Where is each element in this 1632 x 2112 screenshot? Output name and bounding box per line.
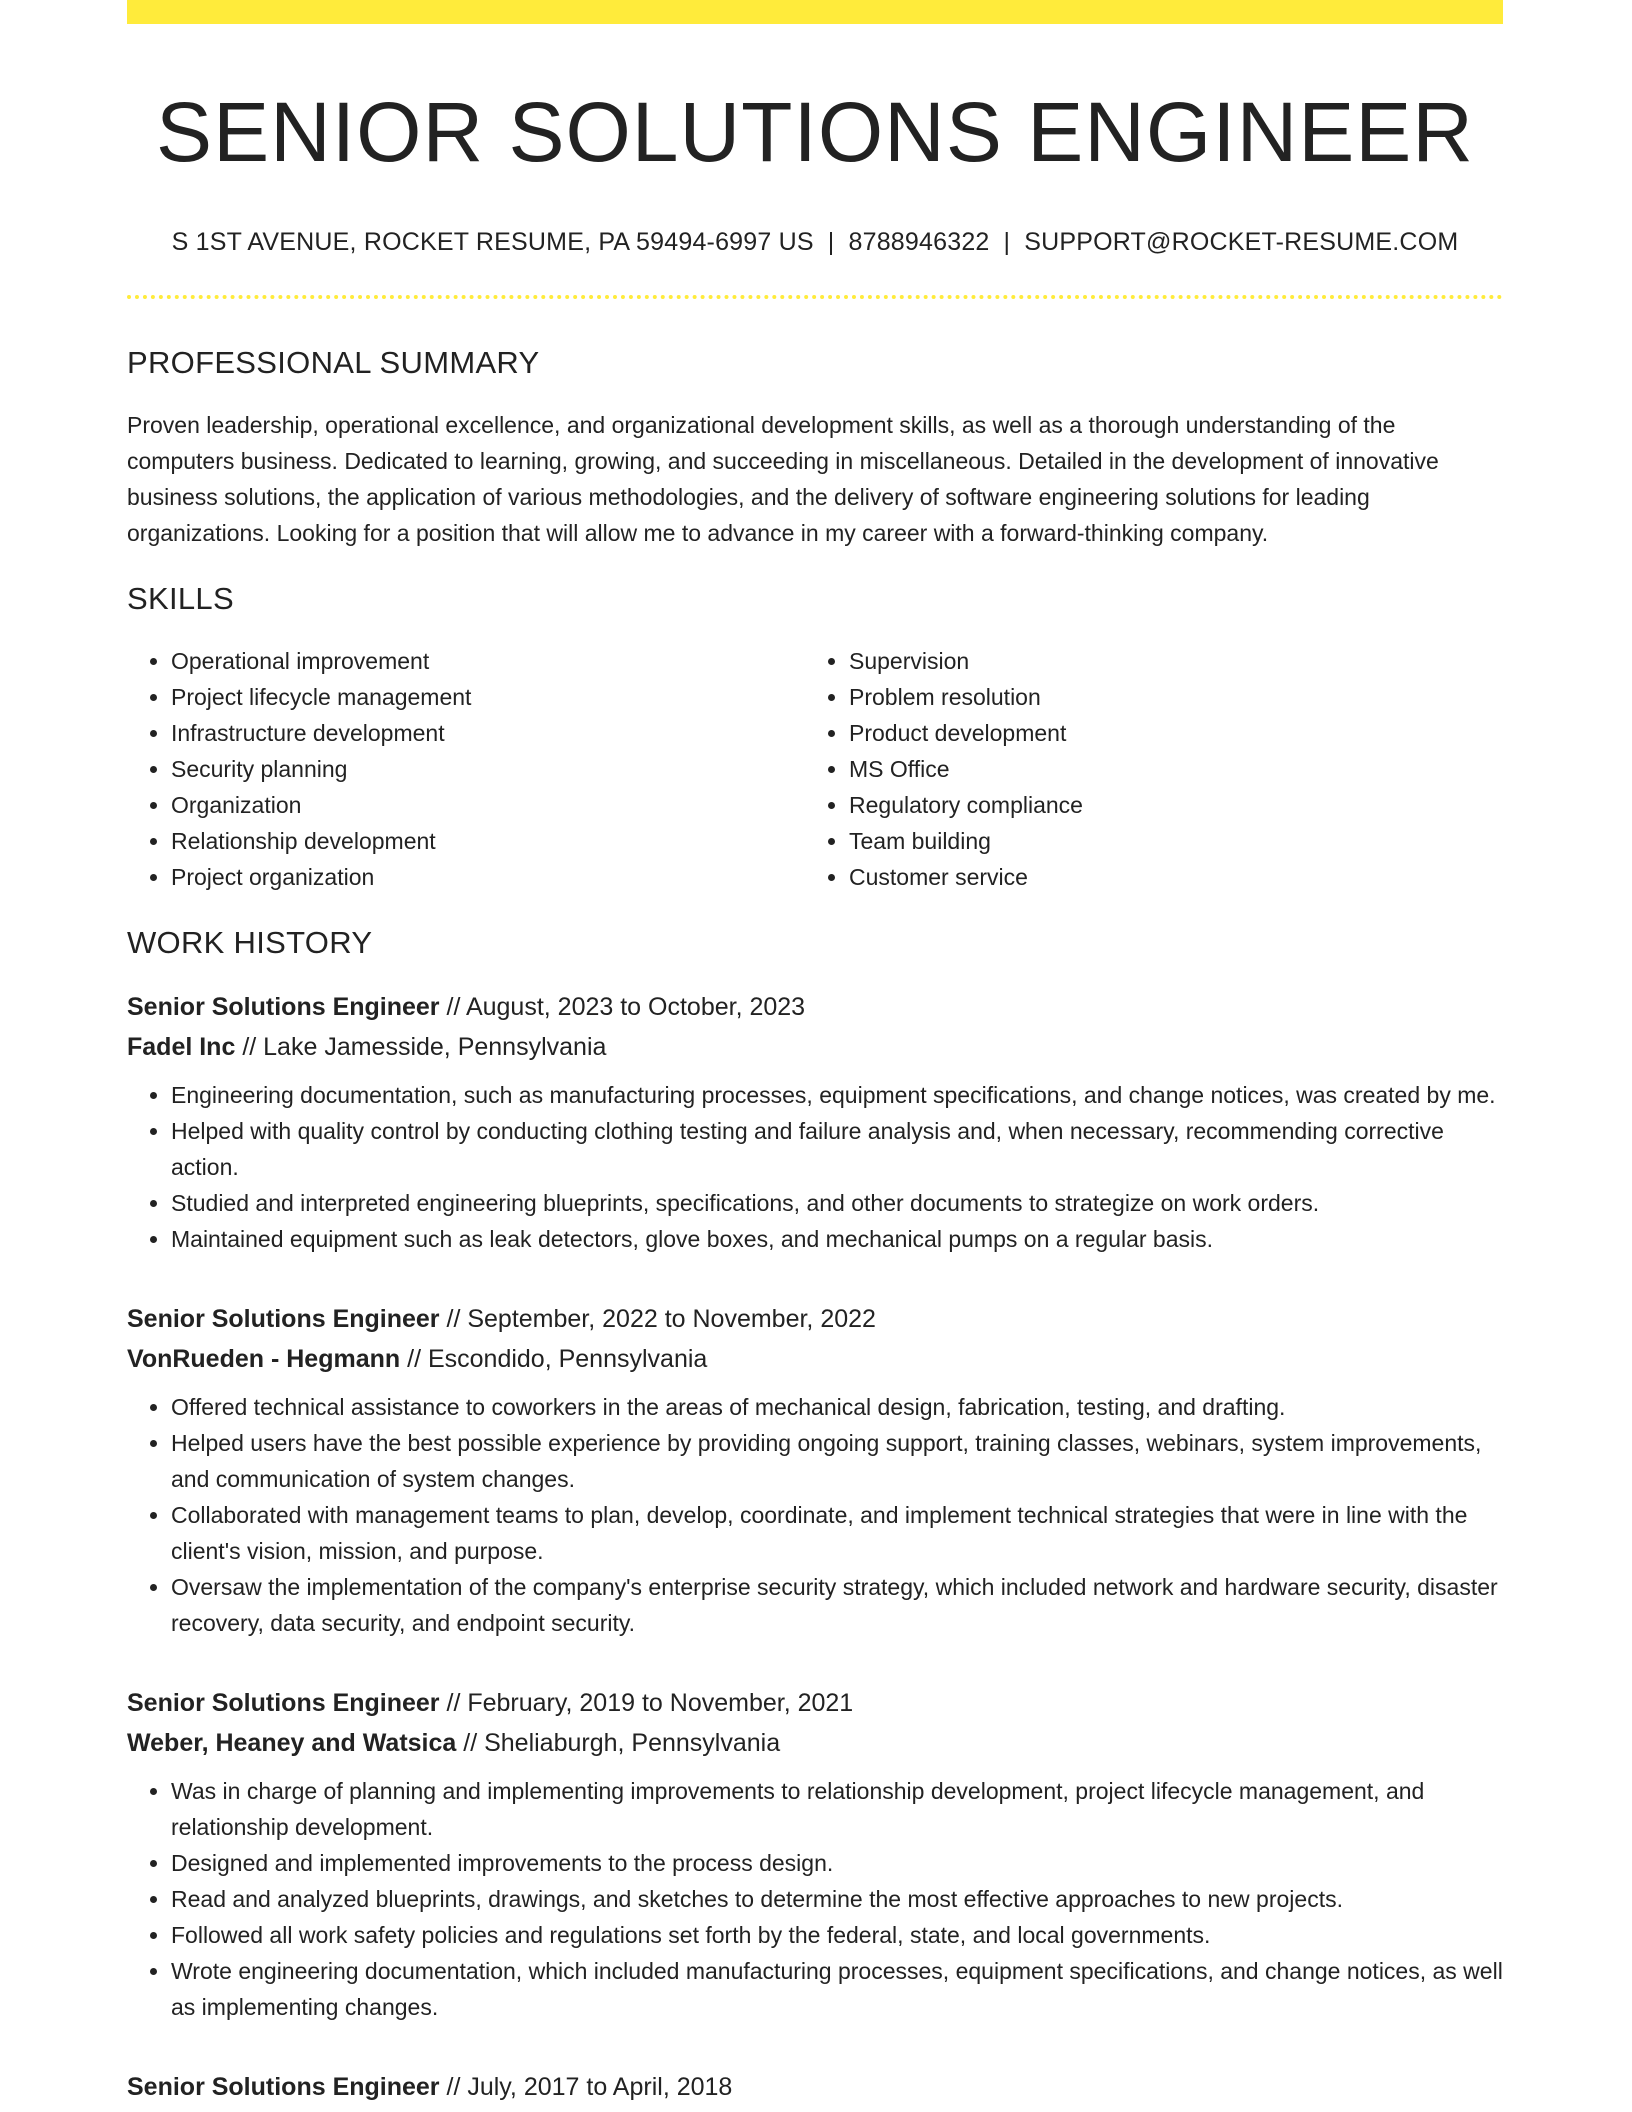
resume-page — [127, 0, 1503, 2107]
job-location: // Lake Jamesside, Pennsylvania — [235, 1033, 607, 1062]
contact-email[interactable]: SUPPORT@ROCKET-RESUME.COM — [1024, 228, 1459, 257]
job-bullet: • Offered technical assistance to coworkers in the areas of mechanical design, fabrication, testing, and drafting. — [171, 1389, 1503, 1425]
job-title: Senior Solutions Engineer — [127, 2073, 440, 2102]
job-bullets — [127, 1773, 1503, 2025]
job-title-line — [127, 1683, 1503, 1723]
contact-separator: | — [827, 228, 835, 257]
job-bullets — [127, 1077, 1503, 1257]
summary-text: Proven leadership, operational excellence, and organizational development skills, as well as a thorough understanding of the computers business. Dedicated to learning, growing, and succeeding in miscellaneous. Detailed in the development of innovative business solutions, the application of various methodologies, and the delivery of software engineering solutions for leading organizations. Looking for a position that will allow me to advance in my career with a forward-thinking company. — [127, 412, 1439, 547]
job-bullet: • Was in charge of planning and implementing improvements to relationship development, project lifecycle management, and relationship development. — [171, 1773, 1503, 1845]
skill-item: • Problem resolution — [849, 679, 1483, 715]
job-company-line — [127, 1723, 1503, 1763]
contact-line — [127, 228, 1503, 257]
job-company: VonRueden - Hegmann — [127, 1345, 401, 1374]
job-dates: // August, 2023 to October, 2023 — [439, 993, 806, 1022]
job-bullet: • Studied and interpreted engineering blueprints, specifications, and other documents to strategize on work orders. — [171, 1185, 1503, 1221]
skill-item: • Operational improvement — [171, 643, 805, 679]
job-title-line — [127, 1299, 1503, 1339]
skills-column-right — [805, 643, 1483, 895]
job-bullets — [127, 1389, 1503, 1641]
job-bullet: • Designed and implemented improvements to the process design. — [171, 1845, 1503, 1881]
job-entry — [127, 2067, 1503, 2107]
skill-item: • Team building — [849, 823, 1483, 859]
job-entry — [127, 1299, 1503, 1641]
job-company-line — [127, 1339, 1503, 1379]
skill-item: • Infrastructure development — [171, 715, 805, 751]
job-entry — [127, 1683, 1503, 2025]
job-company: Weber, Heaney and Watsica — [127, 1729, 457, 1758]
job-bullet: • Followed all work safety policies and regulations set forth by the federal, state, and local governments. — [171, 1917, 1503, 1953]
job-title: Senior Solutions Engineer — [127, 993, 440, 1022]
skills-list — [127, 643, 1503, 895]
job-dates: // September, 2022 to November, 2022 — [439, 1305, 876, 1334]
job-bullet: • Helped with quality control by conducting clothing testing and failure analysis and, when necessary, recommending corrective action. — [171, 1113, 1503, 1185]
skill-item: • Security planning — [171, 751, 805, 787]
job-bullet: • Wrote engineering documentation, which included manufacturing processes, equipment specifications, and change notices, as well as implementing changes. — [171, 1953, 1503, 2025]
contact-separator: | — [1003, 228, 1011, 257]
summary-heading: PROFESSIONAL SUMMARY — [127, 345, 540, 381]
job-bullet: • Oversaw the implementation of the company's enterprise security strategy, which included network and hardware security, disaster recovery, data security, and endpoint security. — [171, 1569, 1503, 1641]
job-dates: // July, 2017 to April, 2018 — [439, 2073, 733, 2102]
job-location: // Escondido, Pennsylvania — [400, 1345, 708, 1374]
skill-item: • Relationship development — [171, 823, 805, 859]
contact-address: S 1ST AVENUE, ROCKET RESUME, PA 59494-6997 US — [171, 228, 814, 257]
skill-item: • Project lifecycle management — [171, 679, 805, 715]
skill-item: • Supervision — [849, 643, 1483, 679]
job-bullet: • Collaborated with management teams to plan, develop, coordinate, and implement technical strategies that were in line with the client's vision, mission, and purpose. — [171, 1497, 1503, 1569]
skill-item: • MS Office — [849, 751, 1483, 787]
contact-phone: 8788946322 — [848, 228, 990, 257]
job-title-line — [127, 987, 1503, 1027]
accent-bar — [127, 0, 1503, 24]
job-title: Senior Solutions Engineer — [127, 1689, 440, 1718]
job-bullet: • Engineering documentation, such as manufacturing processes, equipment specifications, and change notices, was created by me. — [171, 1077, 1503, 1113]
skill-item: • Project organization — [171, 859, 805, 895]
skill-item: • Regulatory compliance — [849, 787, 1483, 823]
job-company-line — [127, 1027, 1503, 1067]
job-bullet: • Maintained equipment such as leak detectors, glove boxes, and mechanical pumps on a regular basis. — [171, 1221, 1503, 1257]
job-bullet: • Read and analyzed blueprints, drawings, and sketches to determine the most effective approaches to new projects. — [171, 1881, 1503, 1917]
dotted-divider — [127, 295, 1503, 299]
job-company: Fadel Inc — [127, 1033, 236, 1062]
job-location: // Sheliaburgh, Pennsylvania — [456, 1729, 781, 1758]
skills-heading: SKILLS — [127, 581, 234, 617]
resume-title: SENIOR SOLUTIONS ENGINEER — [156, 85, 1474, 179]
job-title-line — [127, 2067, 1503, 2107]
job-title: Senior Solutions Engineer — [127, 1305, 440, 1334]
job-dates: // February, 2019 to November, 2021 — [439, 1689, 854, 1718]
job-bullet: • Helped users have the best possible experience by providing ongoing support, training classes, webinars, system improvements, and communication of system changes. — [171, 1425, 1503, 1497]
skill-item: • Organization — [171, 787, 805, 823]
job-entry — [127, 987, 1503, 1257]
skill-item: • Product development — [849, 715, 1483, 751]
skills-column-left — [127, 643, 805, 895]
work-history-heading: WORK HISTORY — [127, 925, 373, 961]
skill-item: • Customer service — [849, 859, 1483, 895]
